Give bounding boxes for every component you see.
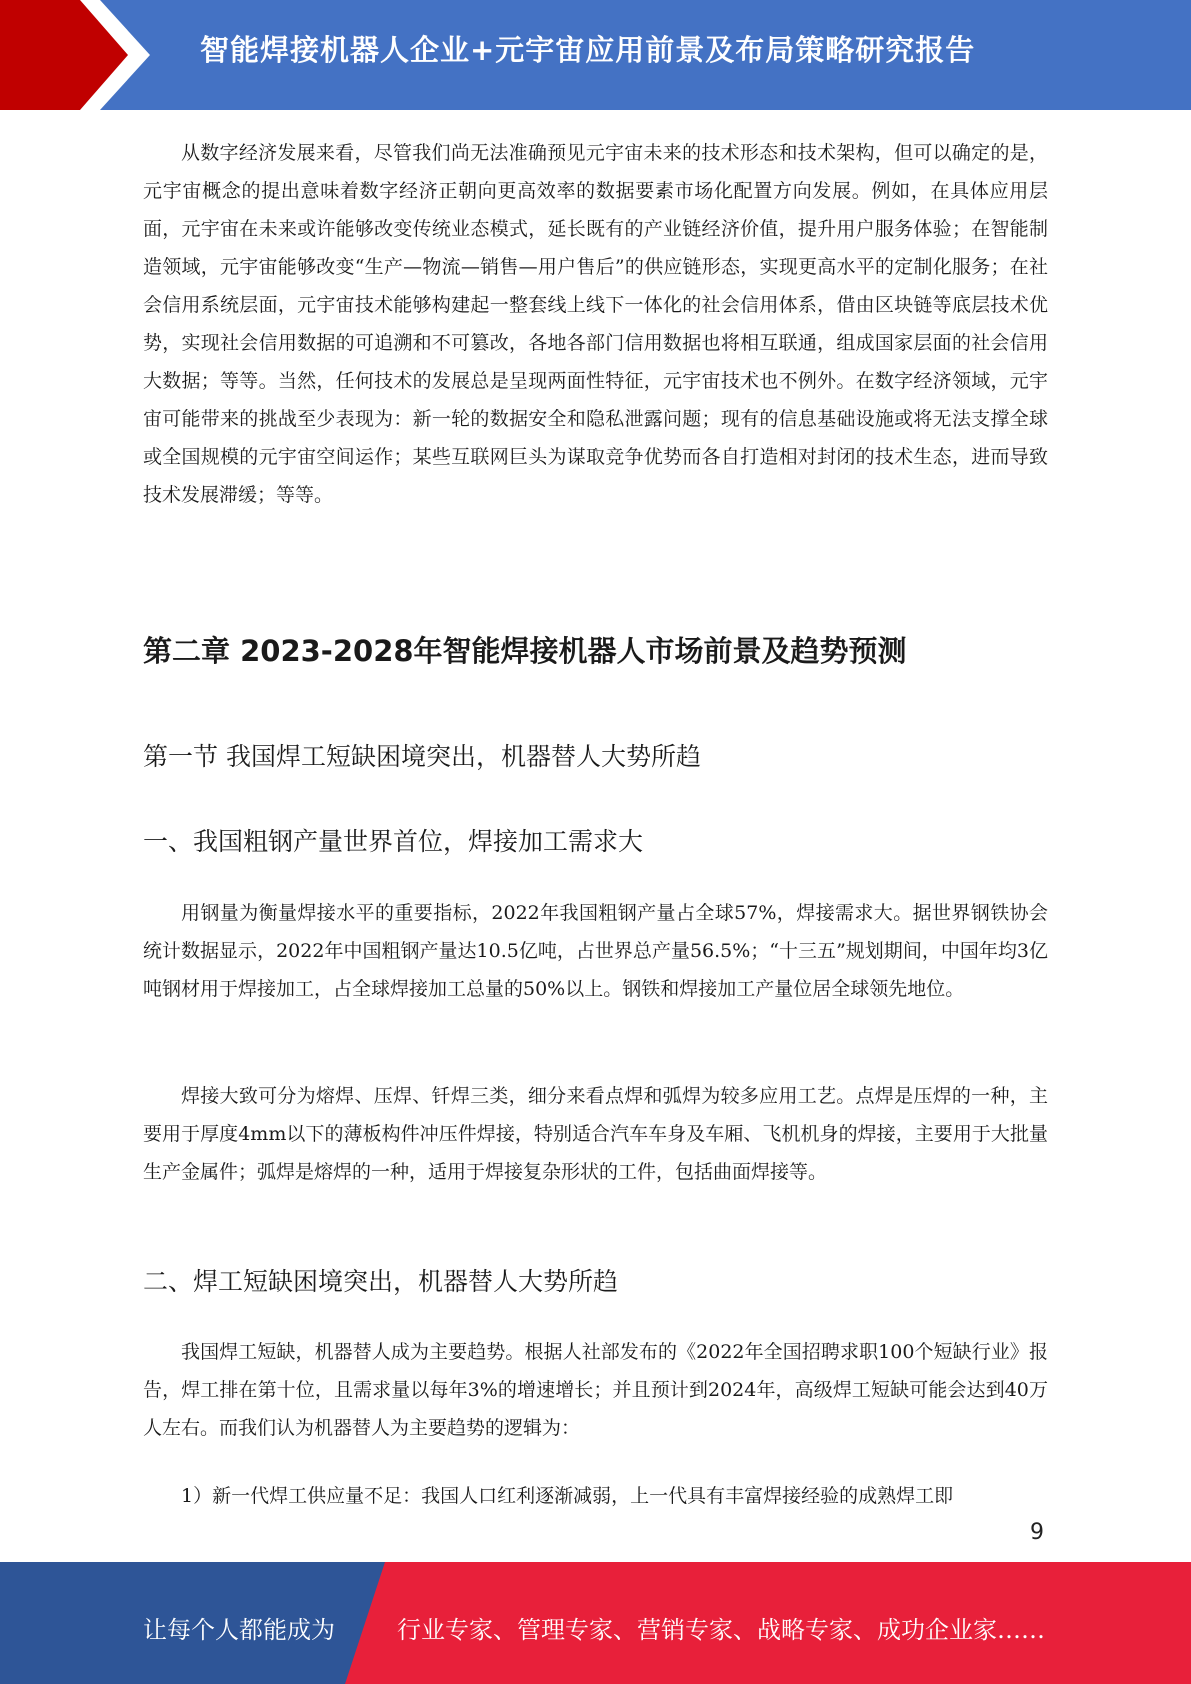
report-title: 智能焊接机器人企业+元宇宙应用前景及布局策略研究报告 (200, 33, 976, 67)
subsection-heading-2: 二、焊工短缺困境突出，机器替人大势所趋 (143, 1267, 619, 1296)
section-heading: 第一节 我国焊工短缺困境突出，机器替人大势所趋 (143, 742, 701, 771)
intro-paragraph: 从数字经济发展来看，尽管我们尚无法准确预见元宇宙未来的技术形态和技术架构，但可以确定的是，元宇宙概念的提出意味着数字经济正朝向更高效率的数据要素市场化配置方向发展。例如，在具体应用层面，元宇宙在未来或许能够改变传统业态模式，延长既有的产业链经济价值，提升用户服务体验；在智能制造领域，元宇宙能够改变“生产—物流—销售—用户售后”的供应链形态，实现更高水平的定制化服务；在社会信用系统层面，元宇宙技术能够构建起一整套线上线下一体化的社会信用体系，借由区块链等底层技术优势，实现社会信用数据的可追溯和不可篡改，各地各部门信用数据也将相互联通，组成国家层面的社会信用大数据；等等。当然，任何技术的发展总是呈现两面性特征，元宇宙技术也不例外。在数字经济领域，元宇宙可能带来的挑战至少表现为：新一轮的数据安全和隐私泄露问题；现有的信息基础设施或将无法支撑全球或全国规模的元宇宙空间运作；某些互联网巨头为谋取竞争优势而各自打造相对封闭的技术生态，进而导致技术发展滞缓；等等。 (143, 142, 1048, 506)
subsection-heading-1: 一、我国粗钢产量世界首位，焊接加工需求大 (143, 827, 644, 856)
paragraph-steel-output: 用钢量为衡量焊接水平的重要指标，2022年我国粗钢产量占全球57%，焊接需求大。据世界钢铁协会统计数据显示，2022年中国粗钢产量达10.5亿吨，占世界总产量56.5%；“十三五”规划期间，中国年均3亿吨钢材用于焊接加工，占全球焊接加工总量的50%以上。钢铁和焊接加工产量位居全球领先地位。 (143, 902, 1048, 1000)
chapter-heading: 第二章 2023-2028年智能焊接机器人市场前景及趋势预测 (143, 634, 907, 668)
footer-slogan-right: 行业专家、管理专家、营销专家、战略专家、成功企业家…… (397, 1616, 1045, 1644)
paragraph-welder-supply: 1）新一代焊工供应量不足：我国人口红利逐渐减弱，上一代具有丰富焊接经验的成熟焊工即 (181, 1485, 954, 1507)
page-footer (0, 1562, 1191, 1684)
paragraph-welding-types: 焊接大致可分为熔焊、压焊、钎焊三类，细分来看点焊和弧焊为较多应用工艺。点焊是压焊的一种，主要用于厚度4mm以下的薄板构件冲压件焊接，特别适合汽车车身及车厢、飞机机身的焊接，主要用于大批量生产金属件；弧焊是熔焊的一种，适用于焊接复杂形状的工件，包括曲面焊接等。 (143, 1085, 1048, 1183)
page-number: 9 (1030, 1520, 1044, 1545)
page-header (0, 0, 1191, 110)
footer-slogan-left: 让每个人都能成为 (143, 1616, 335, 1644)
paragraph-welder-shortage: 我国焊工短缺，机器替人成为主要趋势。根据人社部发布的《2022年全国招聘求职100个短缺行业》报告，焊工排在第十位，且需求量以每年3%的增速增长；并且预计到2024年，高级焊工短缺可能会达到40万人左右。而我们认为机器替人为主要趋势的逻辑为： (143, 1341, 1048, 1439)
